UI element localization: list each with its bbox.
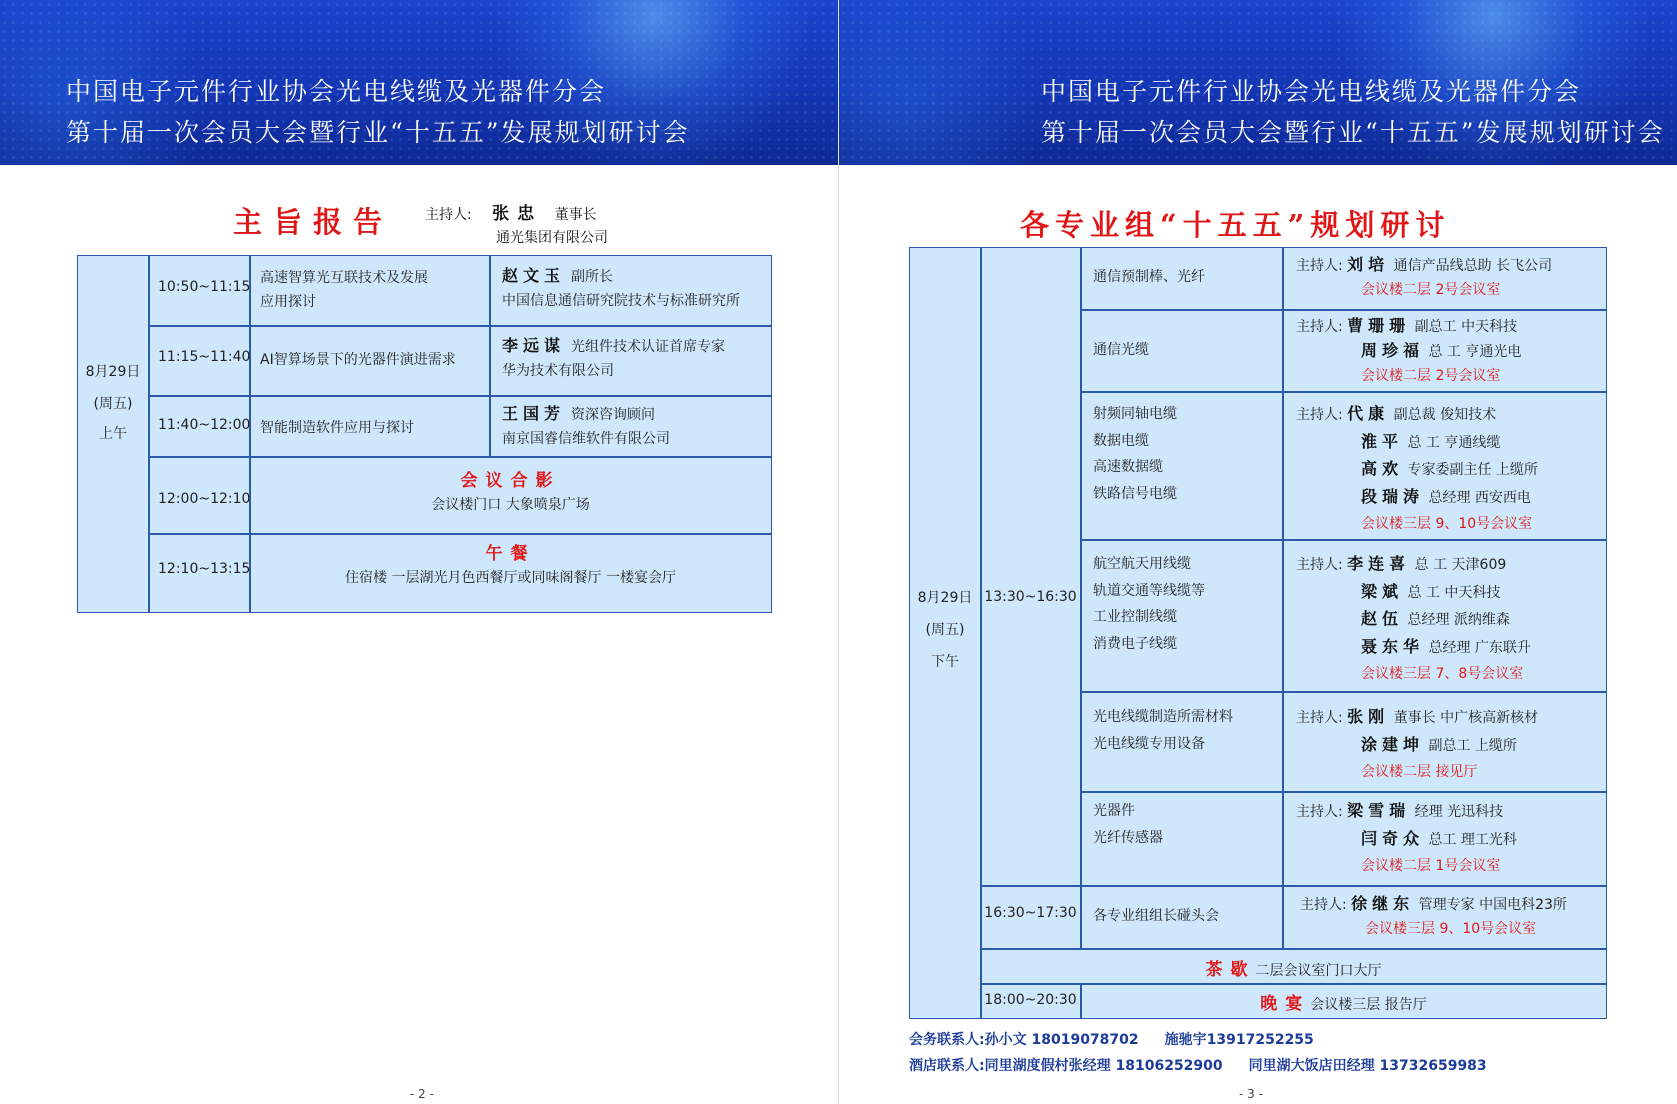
lunch-cell <box>250 542 771 590</box>
group-hosts: 主持人: 代康 副总裁 俊知技术 淮平 总 工 亨通线缆 高欢 专家委副主任 上缆所 段瑞涛 总经理 西安西电 会议楼三层 9、10号会议室 <box>1296 401 1538 538</box>
section-title: 各专业组“十五五”规划研讨 <box>1020 208 1451 242</box>
keynote-schedule-table <box>77 255 772 613</box>
dinner-cell <box>1081 989 1606 1014</box>
talk-topic: AI智算场景下的光器件演进需求 <box>260 352 456 368</box>
speaker-title: 副所长 <box>571 269 614 285</box>
group-room: 会议楼二层 2号会议室 <box>1361 282 1501 298</box>
photo-place: 会议楼门口 大象喷泉广场 <box>431 497 590 513</box>
lunch-time: 12:10~13:15 <box>158 561 251 577</box>
banner-title-line1: 中国电子元件行业协会光电线缆及光器件分会 <box>66 77 607 106</box>
speaker-org: 中国信息通信研究院技术与标准研究所 <box>502 293 740 309</box>
dinner-title: 晚宴 <box>1260 994 1311 1014</box>
group-room: 会议楼三层 9、10号会议室 <box>1361 516 1533 532</box>
host-title: 董事长 <box>554 207 597 223</box>
tea-break <box>981 955 1606 980</box>
contact-line-meeting: 会务联系人:孙小文 18019078702 施驰宇13917252255 <box>909 1032 1314 1048</box>
host-line <box>425 199 597 224</box>
talk-topic: 智能制造软件应用与探讨 <box>260 420 414 436</box>
photo-title: 会议合影 <box>460 471 561 491</box>
page-number: - 3 - <box>1239 1087 1263 1101</box>
group-hosts: 主持人: 刘培 通信产品线总助 长飞公司 会议楼二层 2号会议室 <box>1296 253 1552 302</box>
group-topics: 光电线缆制造所需材料 光电线缆专用设备 <box>1093 709 1233 752</box>
group-room: 会议楼三层 7、8号会议室 <box>1361 666 1524 682</box>
group-schedule-table <box>909 247 1607 1019</box>
group-hosts: 主持人: 张刚 董事长 中广核高新核材 涂建坤 副总工 上缆所 会议楼二层 接见厅 <box>1296 704 1538 786</box>
host-label: 主持人: <box>425 207 472 223</box>
date-weekday: (周五) <box>93 396 133 412</box>
photo-time: 12:00~12:10 <box>158 491 251 507</box>
date-cell: 8月29日 (周五) 下午 <box>917 590 973 670</box>
leaders-host: 主持人: 徐继东 管理专家 中国电科23所 会议楼三层 9、10号会议室 <box>1300 892 1567 941</box>
section-title: 主旨报告 <box>233 205 394 239</box>
group-room: 会议楼二层 1号会议室 <box>1361 858 1501 874</box>
leaders-room: 会议楼三层 9、10号会议室 <box>1365 921 1537 937</box>
speaker-name: 赵文玉 <box>502 266 566 285</box>
lunch-place: 住宿楼 一层湖光月色西餐厅或同味阁餐厅 一楼宴会厅 <box>345 570 676 586</box>
date-cell <box>78 356 148 448</box>
group-topics: 通信预制棒、光纤 <box>1093 269 1205 285</box>
photo-cell <box>250 469 771 517</box>
page-left <box>0 0 838 1104</box>
speaker-org: 华为技术有限公司 <box>502 363 614 379</box>
group-hosts: 主持人: 李连喜 总 工 天津609 梁斌 总 工 中天科技 赵伍 总经理 派纳维森 聂东华 总经理 广东联升 会议楼三层 7、8号会议室 <box>1296 551 1531 688</box>
dinner-place: 会议楼三层 报告厅 <box>1310 997 1427 1013</box>
date-period: 上午 <box>99 426 127 442</box>
group-room: 会议楼二层 接见厅 <box>1361 764 1478 780</box>
header-banner <box>0 0 838 165</box>
page-right <box>839 0 1677 1104</box>
session-time: 13:30~16:30 <box>984 589 1077 605</box>
group-topics: 光器件 光纤传感器 <box>1093 803 1163 846</box>
talk-time: 11:15~11:40 <box>158 349 251 365</box>
host-org: 通光集团有限公司 <box>496 230 608 246</box>
talk-time: 10:50~11:15 <box>158 279 251 295</box>
tea-place: 二层会议室门口大厅 <box>1255 963 1382 979</box>
date-day: 8月29日 <box>85 364 141 380</box>
speaker-org: 南京国睿信维软件有限公司 <box>502 431 670 447</box>
group-hosts: 主持人: 曹珊珊 副总工 中天科技 周珍福 总 工 亨通光电 会议楼二层 2号会议室 <box>1296 314 1521 388</box>
page-number: - 2 - <box>410 1087 434 1101</box>
group-topics: 航空航天用线缆 轨道交通等线缆等 工业控制线缆 消费电子线缆 <box>1093 556 1205 652</box>
talk-speaker <box>502 264 740 313</box>
lunch-title: 午餐 <box>485 544 536 564</box>
banner-title-line1: 中国电子元件行业协会光电线缆及光器件分会 <box>1041 77 1582 106</box>
host-name: 张忠 <box>492 204 543 224</box>
speaker-title: 光组件技术认证首席专家 <box>571 339 726 355</box>
talk-speaker <box>502 402 670 451</box>
leaders-topic: 各专业组组长碰头会 <box>1093 908 1219 924</box>
talk-time: 11:40~12:00 <box>158 417 251 433</box>
dinner-time: 18:00~20:30 <box>984 992 1077 1008</box>
speaker-name: 李远谋 <box>502 336 566 355</box>
speaker-name: 王国芳 <box>502 404 566 423</box>
header-banner <box>839 0 1677 165</box>
group-topics: 通信光缆 <box>1093 342 1149 358</box>
leaders-time: 16:30~17:30 <box>984 905 1077 921</box>
banner-title-line2: 第十届一次会员大会暨行业“十五五”发展规划研讨会 <box>66 118 690 147</box>
banner-title-line2: 第十届一次会员大会暨行业“十五五”发展规划研讨会 <box>1041 118 1665 147</box>
talk-topic: 高速智算光互联技术及发展 应用探讨 <box>260 270 428 310</box>
group-room: 会议楼二层 2号会议室 <box>1361 368 1501 384</box>
group-hosts: 主持人: 梁雪瑞 经理 光迅科技 闫奇众 总工 理工光科 会议楼二层 1号会议室 <box>1296 798 1517 880</box>
tea-title: 茶歇 <box>1205 960 1256 980</box>
contact-line-hotel: 酒店联系人:同里湖度假村张经理 18106252900 同里湖大饭店田经理 13732659983 <box>909 1058 1487 1074</box>
speaker-title: 资深咨询顾问 <box>571 407 656 423</box>
talk-speaker <box>502 334 725 383</box>
group-topics: 射频同轴电缆 数据电缆 高速数据缆 铁路信号电缆 <box>1093 406 1177 502</box>
